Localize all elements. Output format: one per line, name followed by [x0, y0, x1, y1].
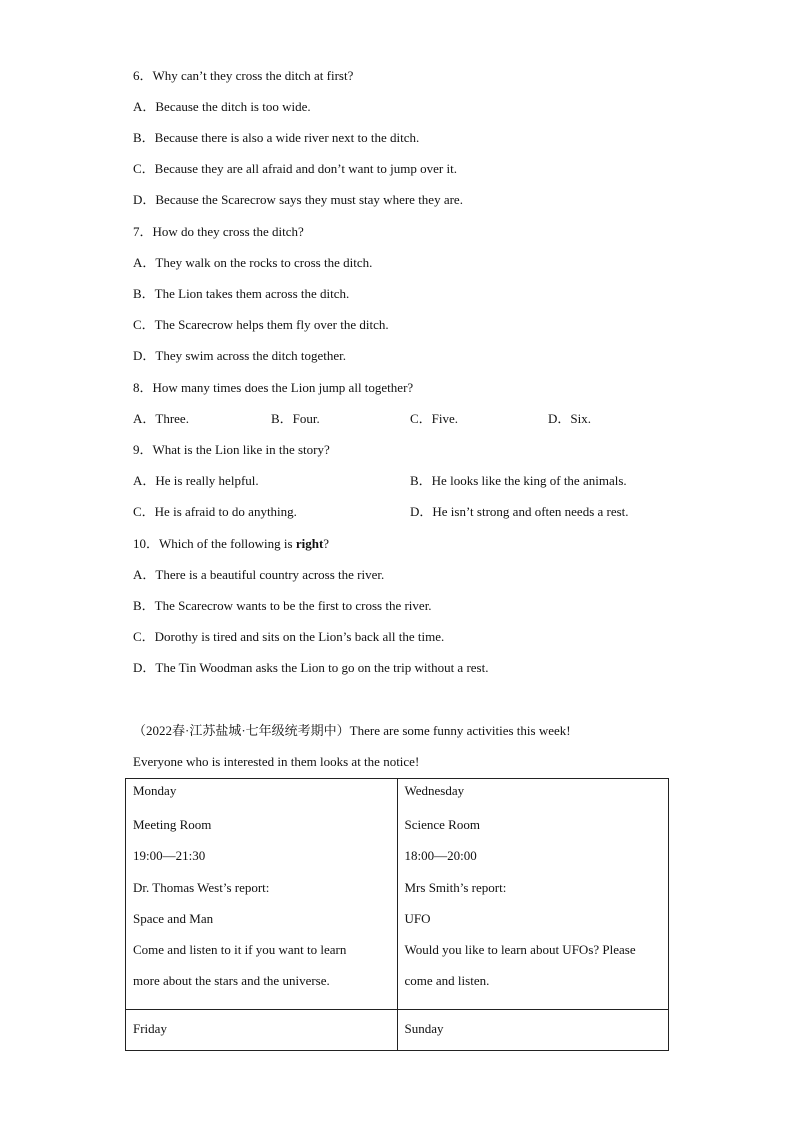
- q6-option-c: C．Because they are all afraid and don’t want to jump over it.: [133, 161, 457, 176]
- friday-day: Friday: [133, 1021, 167, 1037]
- notice-cell-sunday: [397, 1010, 669, 1051]
- sunday-day: Sunday: [404, 1021, 444, 1037]
- q8-option-b: B．Four.: [271, 411, 320, 426]
- wednesday-description-line2: come and listen.: [404, 973, 490, 989]
- notice-table: [125, 778, 669, 1051]
- q8-option-c: C．Five.: [410, 411, 459, 426]
- q7-option-a: A．They walk on the rocks to cross the ditch.: [133, 255, 373, 270]
- passage-intro: （2022春·江苏盐城·七年级统考期中）There are some funny activities this week!: [133, 723, 571, 738]
- q9-option-d: D．He isn’t strong and often needs a rest.: [410, 504, 629, 519]
- q7-option-c: C．The Scarecrow helps them fly over the ditch.: [133, 317, 389, 332]
- monday-topic: Space and Man: [133, 910, 214, 926]
- monday-description-line1: Come and listen to it if you want to learn: [133, 941, 347, 957]
- q9-option-c: C．He is afraid to do anything.: [133, 504, 297, 519]
- passage-intro-continued: Everyone who is interested in them looks at the notice!: [133, 754, 420, 769]
- q7-option-b: B．The Lion takes them across the ditch.: [133, 286, 350, 301]
- notice-cell-friday: [126, 1010, 398, 1051]
- q8-option-d: D．Six.: [548, 411, 591, 426]
- q10-stem: [133, 536, 329, 552]
- wednesday-place: Science Room: [404, 817, 480, 833]
- monday-day: Monday: [133, 783, 177, 798]
- q10-option-b: B．The Scarecrow wants to be the first to cross the river.: [133, 598, 432, 613]
- q10-stem-prefix: 10．Which of the following is: [133, 536, 296, 551]
- wednesday-time: 18:00—20:00: [404, 848, 477, 864]
- q7-stem: 7．How do they cross the ditch?: [133, 224, 304, 239]
- monday-time: 19:00—21:30: [133, 848, 206, 864]
- q6-stem: 6．Why can’t they cross the ditch at first?: [133, 68, 354, 83]
- q7-option-d: D．They swim across the ditch together.: [133, 348, 347, 363]
- monday-place: Meeting Room: [133, 817, 212, 833]
- notice-row-top: [126, 779, 669, 1010]
- q10-stem-keyword: right: [295, 536, 324, 551]
- q9-stem: 9．What is the Lion like in the story?: [133, 442, 330, 457]
- q10-option-a: A．There is a beautiful country across the river.: [133, 567, 385, 582]
- q10-stem-suffix: ?: [323, 536, 330, 551]
- monday-description-line2: more about the stars and the universe.: [133, 973, 330, 989]
- q8-stem: 8．How many times does the Lion jump all together?: [133, 380, 414, 395]
- q9-option-b: B．He looks like the king of the animals.: [410, 473, 627, 488]
- q10-option-d: D．The Tin Woodman asks the Lion to go on the trip without a rest.: [133, 660, 489, 675]
- q8-option-a: A．Three.: [133, 411, 189, 426]
- monday-report: Dr. Thomas West’s report:: [133, 879, 270, 895]
- q6-option-b: B．Because there is also a wide river next to the ditch.: [133, 130, 420, 145]
- wednesday-topic: UFO: [404, 910, 431, 926]
- q6-option-a: A．Because the ditch is too wide.: [133, 99, 311, 114]
- notice-cell-wednesday: [397, 779, 669, 1010]
- notice-row-bottom: [126, 1010, 669, 1051]
- wednesday-description-line1: Would you like to learn about UFOs? Please: [404, 941, 636, 957]
- q6-option-d: D．Because the Scarecrow says they must stay where they are.: [133, 192, 463, 207]
- q9-option-a: A．He is really helpful.: [133, 473, 259, 488]
- notice-cell-monday: [126, 779, 398, 1010]
- wednesday-report: Mrs Smith’s report:: [404, 879, 507, 895]
- wednesday-day: Wednesday: [404, 783, 465, 798]
- q10-option-c: C．Dorothy is tired and sits on the Lion’s back all the time.: [133, 629, 445, 644]
